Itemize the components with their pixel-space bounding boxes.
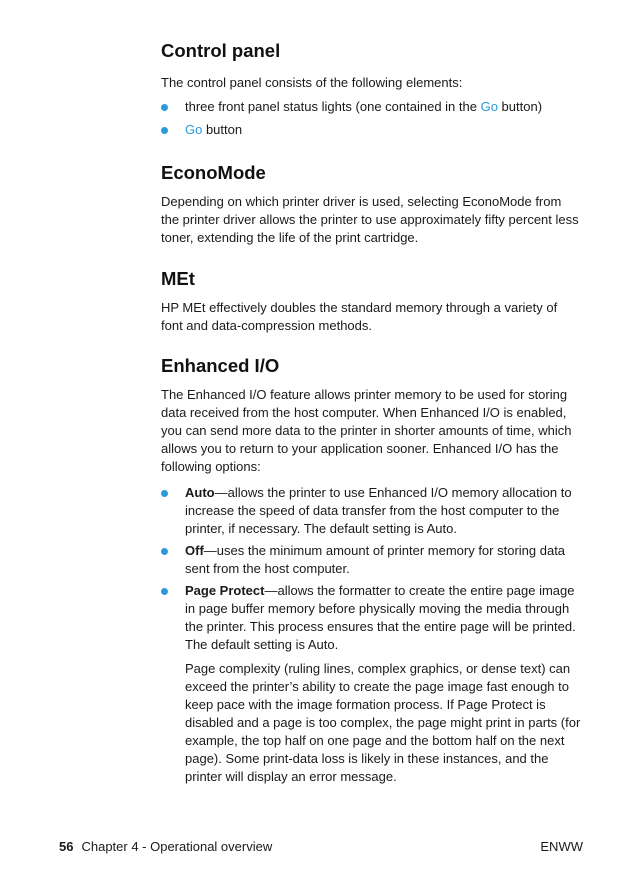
met-text: HP MEt effectively doubles the standard memory through a variety of font and data-compression methods. bbox=[161, 300, 558, 333]
enhanced-io-options-list bbox=[161, 484, 581, 654]
go-label: Go bbox=[480, 99, 498, 114]
option-text: —uses the minimum amount of printer memory for storing data sent from the host computer. bbox=[185, 543, 566, 576]
bullet-text: three front panel status lights (one contained in the bbox=[185, 99, 481, 114]
section-control-panel bbox=[161, 40, 581, 144]
enhanced-io-intro: The Enhanced I/O feature allows printer memory to be used for storing data received from the host computer. When Enhanced I/O is enabled, you can send more data to the printer in shorter amounts of time, which allows you to return to your application sooner. Enhanced I/O has the following options: bbox=[161, 387, 572, 474]
bullet-text: button) bbox=[497, 99, 543, 114]
section-enhanced-io bbox=[161, 355, 581, 786]
bullet-icon bbox=[161, 588, 168, 595]
option-term: Auto bbox=[185, 485, 215, 500]
option-term: Page Protect bbox=[185, 583, 265, 598]
heading-met: MEt bbox=[161, 268, 195, 289]
control-panel-intro: The control panel consists of the following elements: bbox=[161, 75, 463, 90]
list-item bbox=[161, 542, 581, 578]
doc-code: ENWW bbox=[540, 839, 583, 854]
page-protect-note: Page complexity (ruling lines, complex graphics, or dense text) can exceed the printer’s ability to create the page image fast enough to keep pace with the image formation process. If Page Protect is disabled and a page is too complex, the page might print in parts (for example, the top half on one page and the bottom half on the next page). Some print-data loss is likely in these instances, and the printer will display an error message. bbox=[185, 661, 581, 784]
chapter-title: Chapter 4 - Operational overview bbox=[81, 839, 273, 854]
bullet-icon bbox=[161, 127, 168, 134]
bullet-text: button bbox=[202, 122, 243, 137]
page-footer bbox=[59, 838, 583, 856]
bullet-icon bbox=[161, 104, 168, 111]
bullet-icon bbox=[161, 490, 168, 497]
option-text: —allows the printer to use Enhanced I/O memory allocation to increase the speed of data transfer from the host computer to the printer, if necessary. The default setting is Auto. bbox=[185, 485, 572, 536]
list-item bbox=[161, 98, 581, 116]
heading-enhanced-io: Enhanced I/O bbox=[161, 355, 280, 376]
list-item bbox=[161, 484, 581, 538]
go-label: Go bbox=[185, 122, 203, 137]
option-term: Off bbox=[185, 543, 204, 558]
option-text: —allows the formatter to create the entire page image in page buffer memory before physically moving the media through the printer. This process ensures that the entire page will be printed. The default setting is Auto. bbox=[185, 583, 576, 652]
list-item bbox=[161, 121, 581, 139]
section-economode bbox=[161, 162, 581, 247]
control-panel-list bbox=[161, 98, 581, 139]
page-number: 56 bbox=[59, 839, 74, 854]
economode-text: Depending on which printer driver is used, selecting EconoMode from the printer driver allows the printer to use approximately fifty percent less toner, extending the life of the print cartridge. bbox=[161, 194, 579, 245]
heading-control-panel: Control panel bbox=[161, 40, 281, 61]
section-met bbox=[161, 268, 581, 335]
heading-economode: EconoMode bbox=[161, 162, 266, 183]
bullet-icon bbox=[161, 548, 168, 555]
list-item bbox=[161, 582, 581, 654]
